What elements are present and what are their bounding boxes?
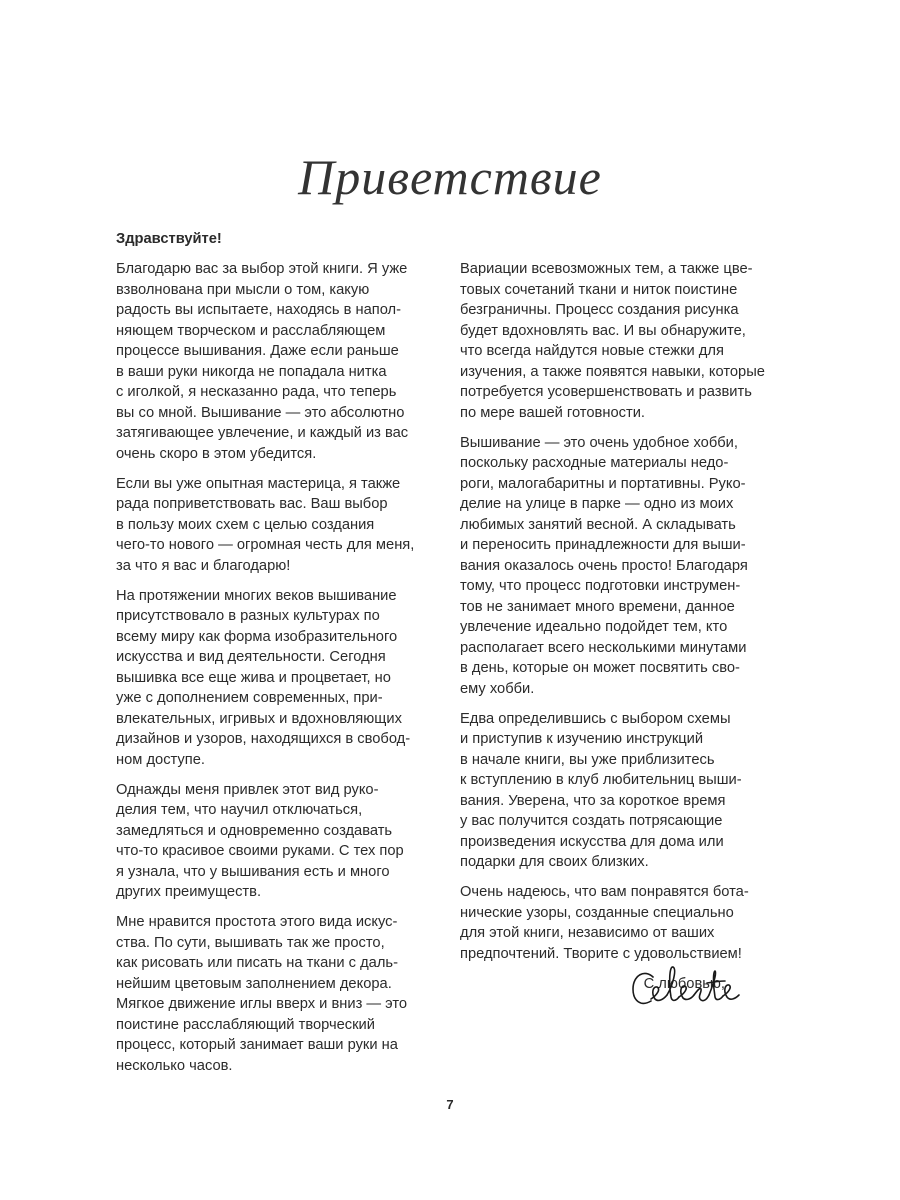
page-number: 7 (446, 1097, 454, 1112)
right-paragraph-3: Едва определившись с выбором схемы и приступив к изучению инструкций в начале книги, вы уже приблизитесь к вступлению в клуб любительниц выши- вания. Уверена, что за короткое время у вас получится создать потрясающие произведения искусства для дома или подарки для своих близких. (460, 710, 742, 870)
left-paragraph-5: Мне нравится простота этого вида искус- ства. По сути, вышивать так же просто, как рисовать или писать на ткани с даль- нейшим цветовым заполнением декора. Мягкое движение иглы вверх и вниз — это поистине расслабляющий творческий процесс, который занимает ваши руки на несколько часов. (116, 914, 408, 1074)
left-column (116, 229, 436, 1086)
right-paragraph-1: Вариации всевозможных тем, а также цве- товых сочетаний ткани и ниток поистине безграничны. Процесс создания рисунка будет вдохновлять вас. И вы обнаружите, что всегда найдутся новые стежки для изучения, а также появятся навыки, которые потребуется усовершенствовать и развить по мере вашей готовности. (460, 261, 765, 421)
signature-image (627, 955, 787, 1025)
left-paragraph-4: Однажды меня привлек этот вид руко- делия тем, что научил отключаться, замедляться и одновременно создавать что-то красивое своими руками. С тех пор я узнала, что у вышивания есть и много других преимуществ. (116, 781, 404, 900)
left-paragraph-1: Благодарю вас за выбор этой книги. Я уже взволнована при мысли о том, какую радость вы испытаете, находясь в напол- няющем творческом и расслабляющем процессе вышивания. Даже если раньше в ваши руки никогда не попадала нитка с иголкой, я несказанно рада, что теперь вы со мной. Вышивание — это абсолютно затягивающее увлечение, и каждый из вас очень скоро в этом убедится. (116, 261, 409, 462)
page-title: Приветствие (298, 149, 602, 205)
closing-line: С любовью, (643, 975, 725, 992)
right-column (460, 259, 785, 1004)
right-paragraph-2: Вышивание — это очень удобное хобби, поскольку расходные материалы недо- роги, малогабаритны и портативны. Руко- делие на улице в парке — одно из моих любимых занятий весной. А складывать и переносить принадлежности для выши- вания оказалось очень просто! Благодаря тому, что процесс подготовки инструмен- тов не занимает много времени, данное увлечение идеально подойдет тем, кто располагает всего несколькими минутами в день, которые он может посвятить сво- ему хобби. (460, 434, 748, 697)
greeting-heading: Здравствуйте! (116, 231, 222, 247)
left-paragraph-3: На протяжении многих веков вышивание присутствовало в разных культурах по всему миру как форма изобразительного искусства и вид деятельности. Сегодня вышивка все еще жива и процветает, но уже с дополнением современных, при- влекательных, игривых и вдохновляющих дизайнов и узоров, находящихся в свобод- ном доступе. (116, 587, 411, 768)
right-paragraph-4: Очень надеюсь, что вам понравятся бота- нические узоры, созданные специально для этой книги, независимо от ваших предпочтений. Творите с удовольствием! (460, 884, 749, 962)
left-paragraph-2: Если вы уже опытная мастерица, я также рада поприветствовать вас. Ваш выбор в пользу моих схем с целью создания чего-то нового — огромная честь для меня, за что я вас и благодарю! (116, 475, 415, 574)
